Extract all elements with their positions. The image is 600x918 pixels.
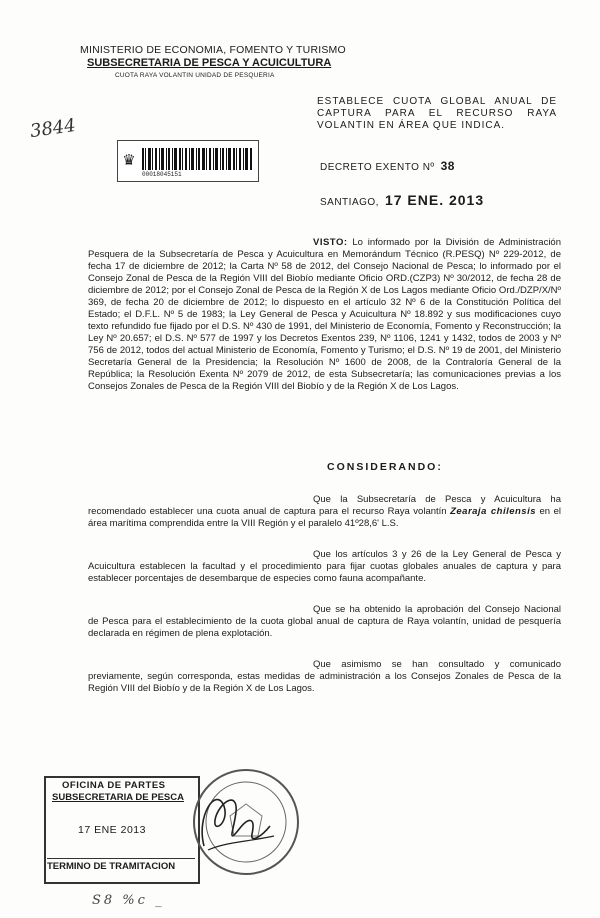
bottom-handwriting: S8 %c _: [92, 893, 165, 908]
decreto-label: DECRETO EXENTO Nº: [320, 162, 435, 173]
signature-icon: [186, 776, 286, 866]
decreto-line: [320, 159, 455, 173]
ministry-name: MINISTERIO DE ECONOMIA, FOMENTO Y TURISMO: [80, 44, 346, 56]
barcode-bars: [142, 148, 254, 170]
p4-text: Que asimismo se han consultado y comunicado previamente, según corresponda, estas medidas de administración a los Consejos Zonales de Pesca de la Región VIII del Biobío y de la Región X de Los Lagos.: [88, 659, 561, 694]
visto-paragraph: [88, 237, 561, 393]
handwritten-number: 3844: [28, 114, 78, 143]
stamp-line-4: TERMINO DE TRAMITACION: [47, 858, 195, 872]
considerando-heading: CONSIDERANDO:: [327, 461, 443, 473]
barcode-number: 00018045151: [142, 171, 182, 178]
p2-text: Que los artículos 3 y 26 de la Ley General de Pesca y Acuicultura establecen la facultad y el procedimiento para fijar cuotas globales anuales de captura y para establecer porcentajes de desembarque de especies como fauna acompañante.: [88, 549, 561, 584]
date: 17 ENE. 2013: [384, 192, 485, 208]
subject-line: CUOTA RAYA VOLANTIN UNIDAD DE PESQUERIA: [115, 72, 275, 79]
place-date: [320, 192, 484, 208]
barcode-label: [117, 140, 259, 182]
stamp-date: 17 ENE 2013: [78, 824, 146, 836]
city: SANTIAGO,: [320, 197, 379, 208]
considerando-paragraph-4: [88, 659, 561, 695]
crest-icon: ♛: [122, 152, 136, 169]
visto-label: VISTO:: [313, 237, 348, 248]
considerando-paragraph-3: [88, 604, 561, 640]
visto-text: Lo informado por la División de Administración Pesquera de la Subsecretaría de Pesca y Acuicultura en Memorándum Técnico (R.PESQ) Nº 229-2012, de fecha 17 de diciembre de 2012; la Carta Nº 58 de 2012, del Consejo Nacional de Pesca; lo informado por el Consejo Zonal de Pesca de la Región VIII del Biobío mediante Oficio ORD.(CZP3) Nº 30/2012, de fecha 28 de diciembre de 2012; por el Consejo Zonal de Pesca de la Región X de Los Lagos mediante Oficio Ord./DZP/X/Nº 369, de fecha 20 de diciembre de 2012; lo dispuesto en el artículo 32 Nº 6 de la Constitución Política del Estado; el D.F.L. Nº 5 de 1983; la Ley General de Pesca y Acuicultura Nº 18.892 y sus modificaciones cuyo texto refundido fue fijado por el D.S. Nº 430 de 1991, del Ministerio de Economía, Fomento y Reconstrucción; la Ley Nº 20.657; el D.S. Nº 577 de 1997 y los Decretos Exentos 239, Nº 1106, 1241 y 1432, todos de 2003 y Nº 756 de 2012, todos del actual Ministerio de Economía, Fomento y Turismo; el D.S. Nº 19 de 2001, del Ministerio Secretaría General de la Presidencia; la Resolución Nº 1600 de 2008, de la Contraloría General de la República; la Resolución Exenta Nº 2079 de 2012, de esta Subsecretaría; las comunicaciones previas a los Consejos Zonales de Pesca de la Región VIII del Biobío y de la Región X de Los Lagos.: [88, 237, 561, 392]
subsecretaria-name: SUBSECRETARIA DE PESCA Y ACUICULTURA: [87, 57, 332, 69]
p1-text-b: en el área marítima comprendida entre la VIII Región y el paralelo 41º28,6' L.S.: [88, 506, 561, 529]
species-name: Zearaja chilensis: [450, 506, 537, 517]
p1-text-a: Que la Subsecretaría de Pesca y Acuicultura ha recomendado establecer una cuota anual de captura para el recurso Raya volantín: [88, 494, 561, 517]
document-reference: ESTABLECE CUOTA GLOBAL ANUAL DE CAPTURA PARA EL RECURSO RAYA VOLANTIN EN ÁREA QUE INDICA.: [317, 96, 557, 131]
p3-text: Que se ha obtenido la aprobación del Consejo Nacional de Pesca para el establecimiento de la cuota global anual de captura de Raya volantín, unidad de pesquería declarada en régimen de plena explotación.: [88, 604, 561, 639]
stamp-line-2: SUBSECRETARIA DE PESCA: [52, 792, 184, 803]
oficina-partes-stamp: [44, 776, 200, 884]
decreto-number: 38: [440, 159, 455, 173]
considerando-paragraph-1: [88, 494, 561, 530]
stamp-line-1: OFICINA DE PARTES: [62, 780, 166, 791]
considerando-paragraph-2: [88, 549, 561, 585]
